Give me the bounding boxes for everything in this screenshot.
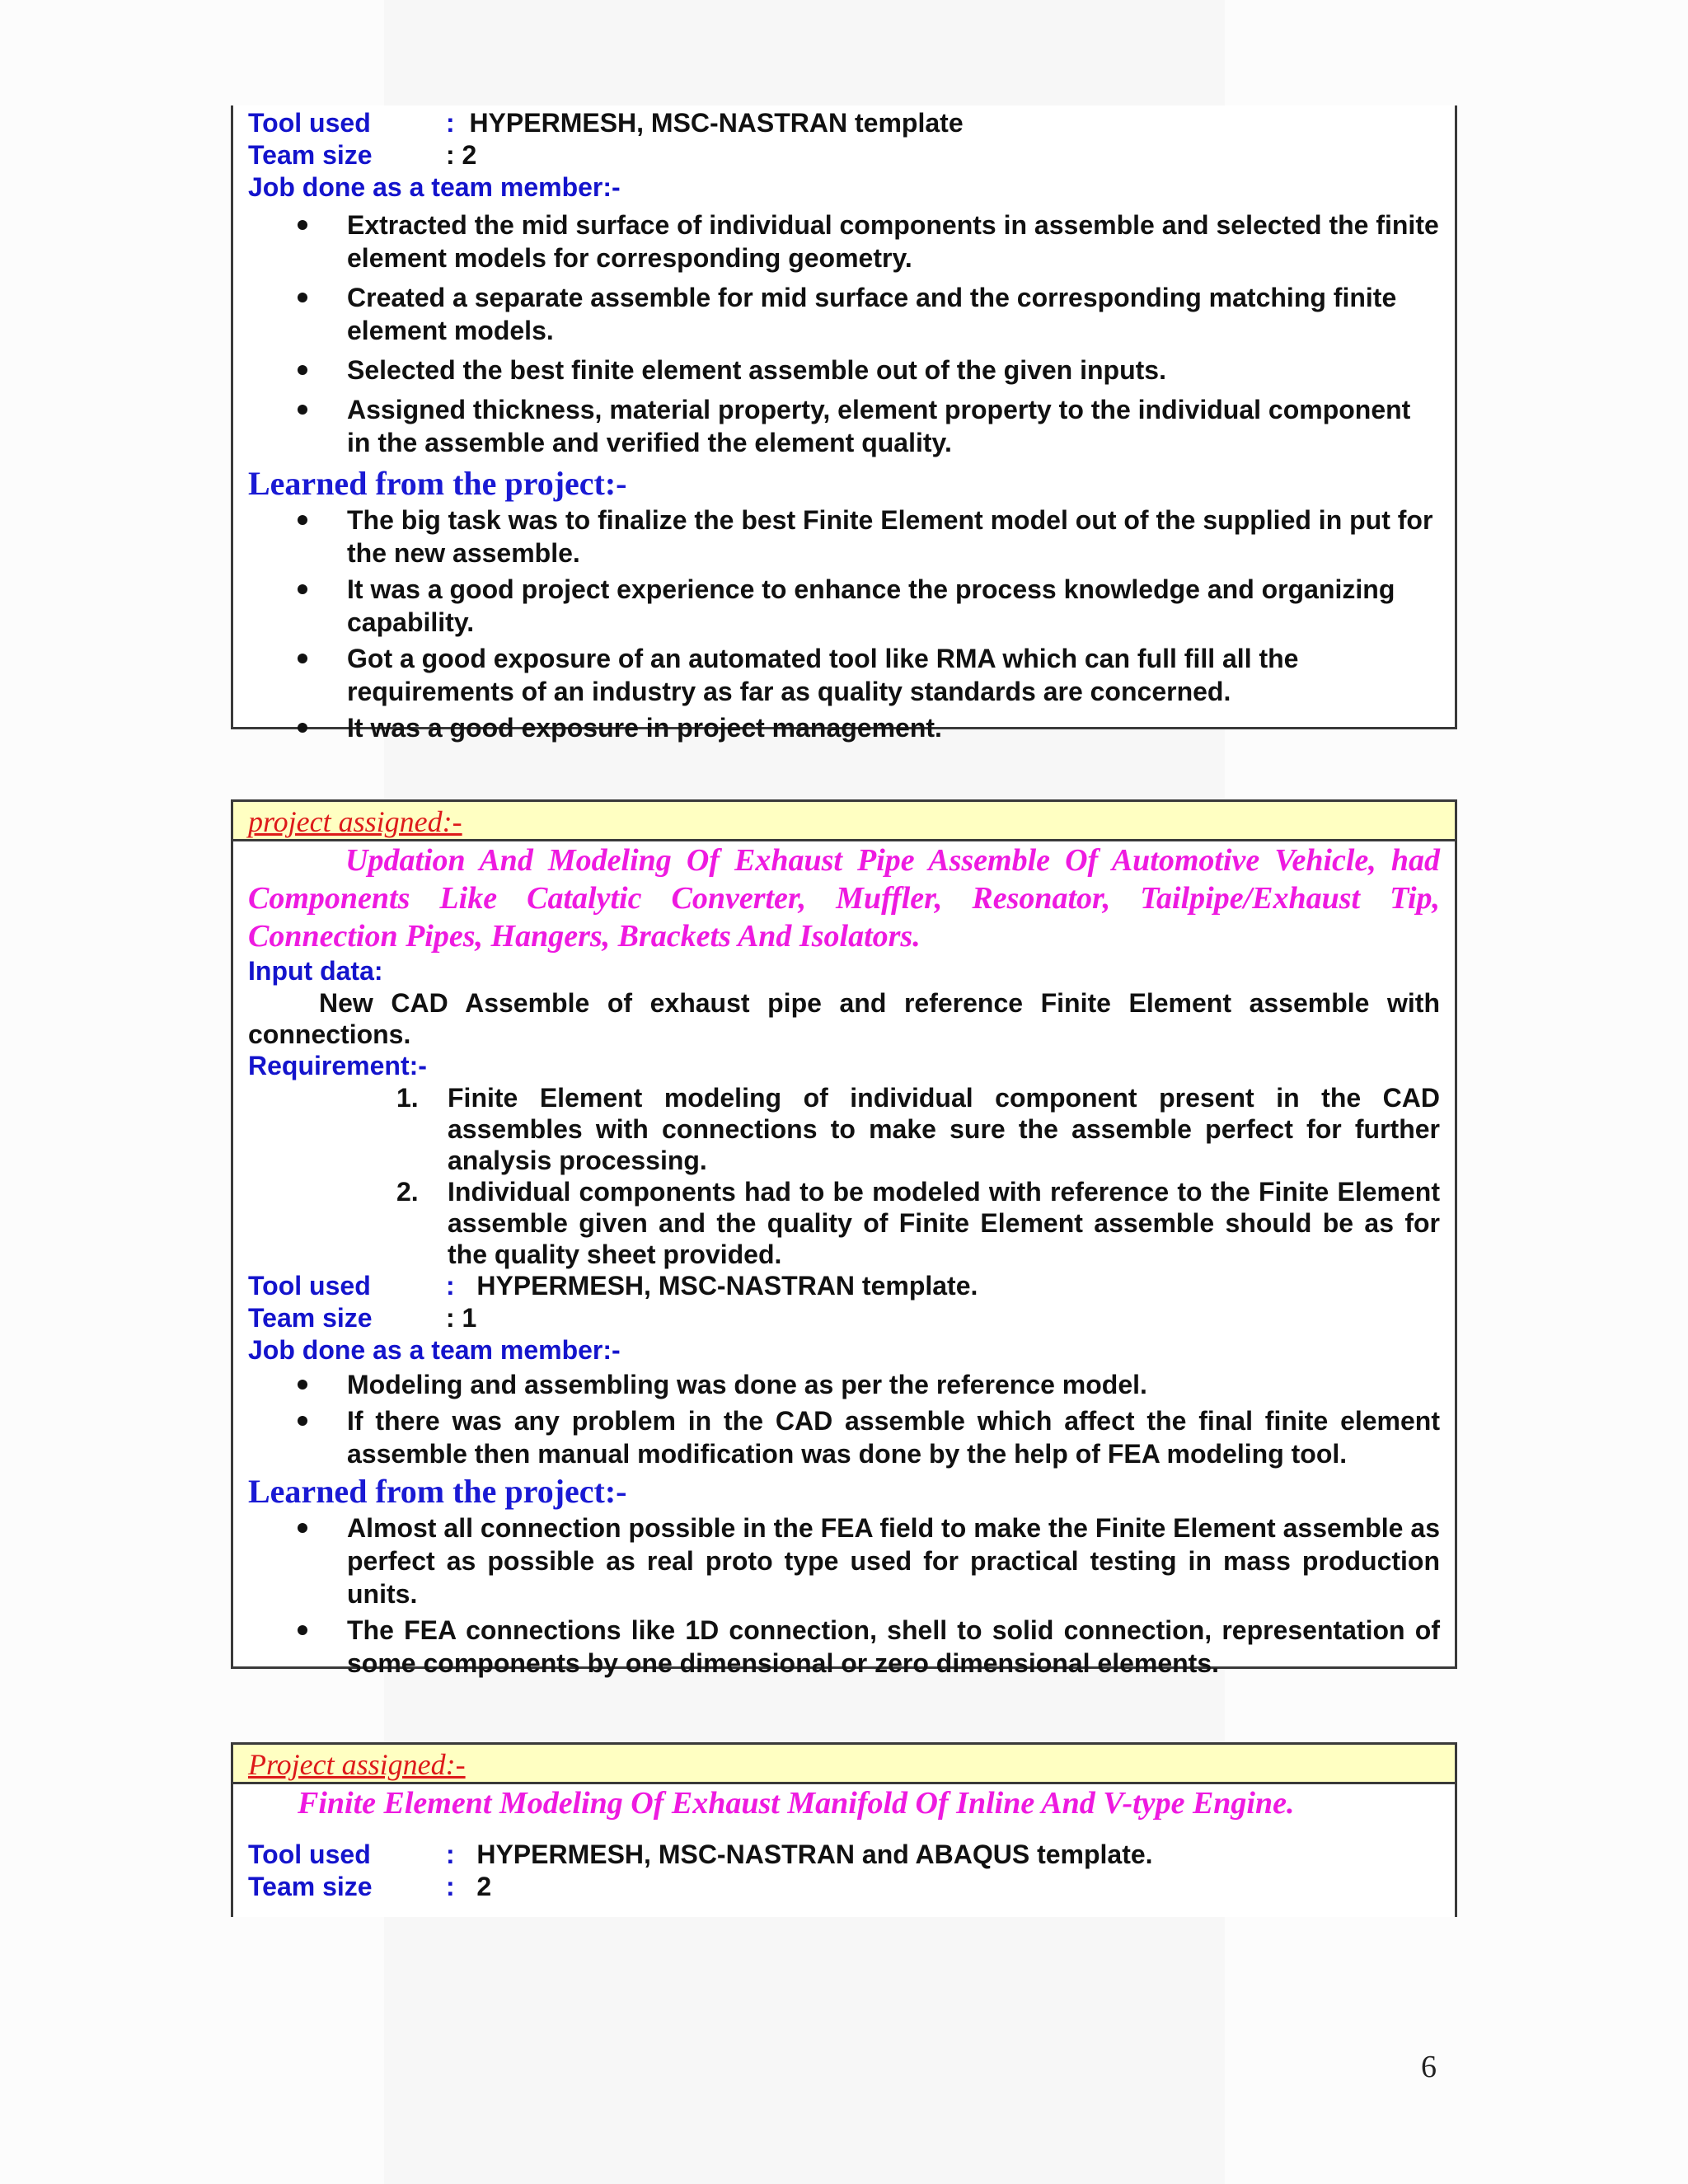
job-done-list xyxy=(248,209,1440,459)
input-data-label: Input data: xyxy=(248,956,383,986)
requirement-list xyxy=(248,1082,1440,1270)
project-title: Updation And Modeling Of Exhaust Pipe Assemble Of Automotive Vehicle, had Components Like Catalytic Converter, Muffler, Resonator, Tailpipe/Exhaust Tip, Connection Pipes, Hangers, Brackets And Isolators. xyxy=(248,843,1440,954)
list-item: If there was any problem in the CAD assemble which affect the final finite element assemble then manual modification was done by the help of FEA modeling tool. xyxy=(248,1404,1440,1470)
team-size-value: : 2 xyxy=(446,140,477,170)
project-box-continued xyxy=(231,105,1457,743)
tool-used-label: Tool used xyxy=(248,1840,371,1869)
team-size-value: 2 xyxy=(476,1872,492,1901)
list-item: Modeling and assembling was done as per the reference model. xyxy=(248,1368,1440,1401)
list-item: Selected the best finite element assemble out of the given inputs. xyxy=(248,354,1440,387)
bullet-icon xyxy=(298,723,307,733)
tool-used-value: HYPERMESH, MSC-NASTRAN template. xyxy=(476,1271,978,1301)
team-size-row xyxy=(248,1871,1440,1903)
bullet-icon xyxy=(298,220,307,230)
requirement-label: Requirement:- xyxy=(248,1051,427,1080)
list-item: 1. Finite Element modeling of individual component present in the CAD assembles with connections to make sure the assemble perfect for further analysis processing. xyxy=(396,1083,1440,1175)
tool-used-colon: : xyxy=(446,108,455,138)
tool-used-colon: : xyxy=(446,1840,455,1869)
team-size-colon: : xyxy=(446,1872,455,1901)
bullet-icon xyxy=(298,405,307,415)
tool-used-row xyxy=(248,107,1440,139)
page-number: 6 xyxy=(1421,2050,1437,2084)
list-item: It was a good exposure in project management. xyxy=(248,711,1440,744)
project-assigned-header: project assigned:- xyxy=(233,802,1455,841)
bullet-icon xyxy=(298,654,307,663)
project-box-exhaust-pipe xyxy=(231,799,1457,1678)
tool-used-value: HYPERMESH, MSC-NASTRAN template xyxy=(469,108,964,138)
job-done-label: Job done as a team member:- xyxy=(248,1335,621,1365)
team-size-label: Team size xyxy=(248,1303,373,1333)
list-item: 2. Individual components had to be modeled with reference to the Finite Element assemble given and the quality of Finite Element assemble should be as for the quality sheet provided. xyxy=(396,1177,1440,1269)
list-item: The FEA connections like 1D connection, shell to solid connection, representation of some components by one dimensional or zero dimensional elements. xyxy=(248,1614,1440,1680)
bullet-icon xyxy=(298,365,307,375)
project-box-exhaust-manifold xyxy=(231,1742,1457,1917)
learned-heading: Learned from the project:- xyxy=(248,1473,627,1510)
learned-heading: Learned from the project:- xyxy=(248,465,627,502)
bullet-icon xyxy=(298,1523,307,1533)
team-size-value: : 1 xyxy=(446,1303,477,1333)
bullet-icon xyxy=(298,1625,307,1635)
list-item: Created a separate assemble for mid surface and the corresponding matching finite element models. xyxy=(248,281,1440,347)
team-size-row xyxy=(248,1302,1440,1334)
learned-list xyxy=(248,1511,1440,1680)
learned-list xyxy=(248,504,1440,744)
project-assigned-header: Project assigned:- xyxy=(233,1745,1455,1784)
job-done-label: Job done as a team member:- xyxy=(248,172,621,202)
input-data-text: New CAD Assemble of exhaust pipe and reference Finite Element assemble with connections. xyxy=(248,988,1440,1049)
bullet-icon xyxy=(298,1416,307,1426)
list-item: Assigned thickness, material property, element property to the individual component in the assemble and verified the element quality. xyxy=(248,393,1440,459)
list-item: Extracted the mid surface of individual components in assemble and selected the finite element models for corresponding geometry. xyxy=(248,209,1440,274)
tool-used-label: Tool used xyxy=(248,1271,371,1301)
team-size-row xyxy=(248,139,1440,171)
tool-used-colon: : xyxy=(446,1271,455,1301)
bullet-icon xyxy=(298,293,307,302)
bullet-icon xyxy=(298,584,307,594)
bullet-icon xyxy=(298,515,307,525)
project-title: Finite Element Modeling Of Exhaust Manifold Of Inline And V-type Engine. xyxy=(298,1786,1295,1821)
list-item: Almost all connection possible in the FEA field to make the Finite Element assemble as perfect as possible as real proto type used for practical testing in mass production units. xyxy=(248,1511,1440,1610)
tool-used-value: HYPERMESH, MSC-NASTRAN and ABAQUS template. xyxy=(476,1840,1153,1869)
tool-used-label: Tool used xyxy=(248,108,371,138)
tool-used-row xyxy=(248,1270,1440,1302)
list-item: It was a good project experience to enhance the process knowledge and organizing capability. xyxy=(248,573,1440,639)
list-item: The big task was to finalize the best Finite Element model out of the supplied in put for the new assemble. xyxy=(248,504,1440,569)
job-done-list xyxy=(248,1368,1440,1470)
team-size-label: Team size xyxy=(248,1872,373,1901)
list-item: Got a good exposure of an automated tool like RMA which can full fill all the requirements of an industry as far as quality standards are concerned. xyxy=(248,642,1440,708)
bullet-icon xyxy=(298,1380,307,1390)
team-size-label: Team size xyxy=(248,140,373,170)
tool-used-row xyxy=(248,1839,1440,1871)
